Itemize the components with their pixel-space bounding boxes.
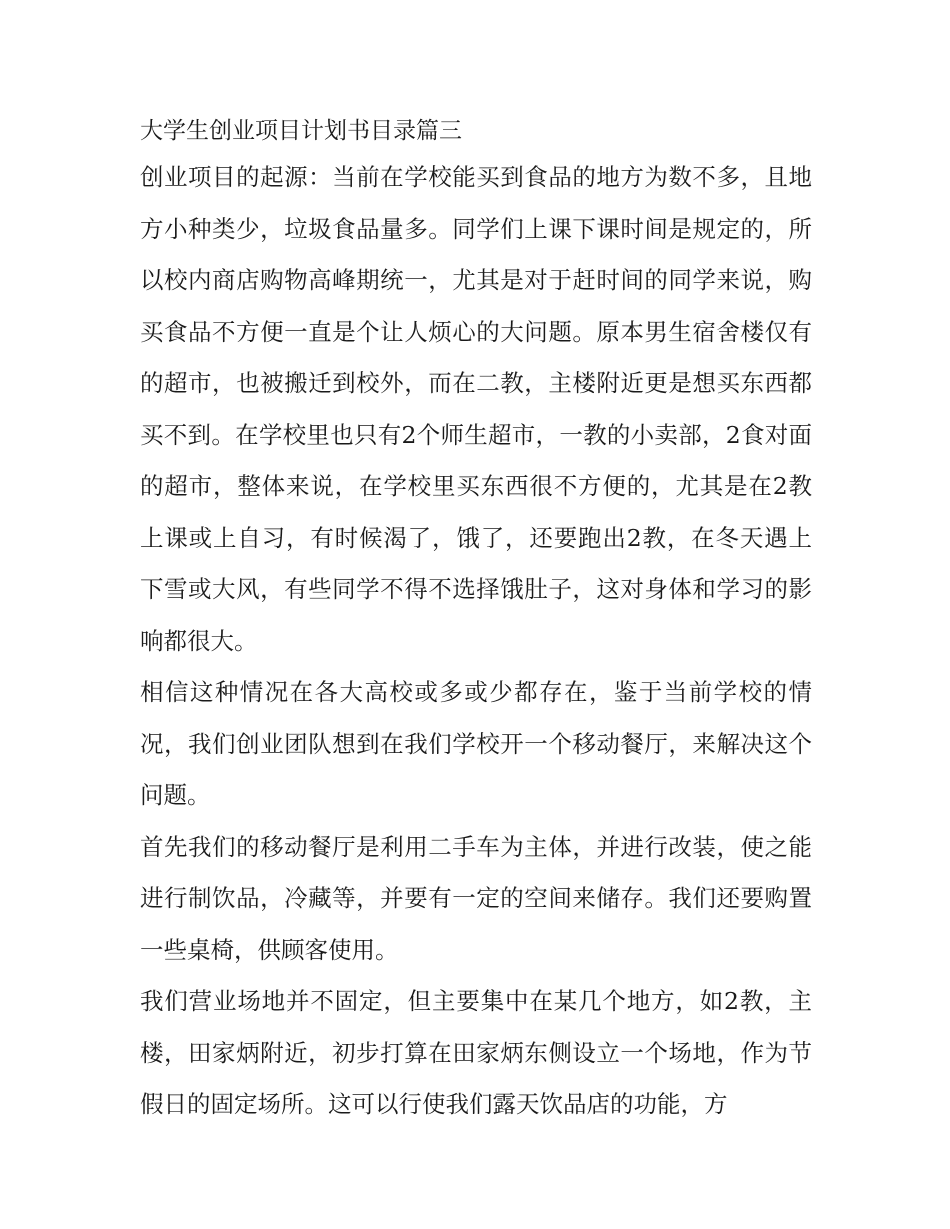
paragraph-location: 我们营业场地并不固定，但主要集中在某几个地方，如2教，主楼，田家炳附近，初步打算在田家炳东侧设立一个场地，作为节假日的固定场所。这可以行使我们露天饮品店的功能，方: [140, 987, 812, 1118]
document-body: [140, 110, 812, 1131]
paragraph-origin: 创业项目的起源：当前在学校能买到食品的地方为数不多，且地方小种类少，垃圾食品量多。同学们上课下课时间是规定的，所以校内商店购物高峰期统一，尤其是对于赶时间的同学来说，购买食品不方便一直是个让人烦心的大问题。原本男生宿舍楼仅有的超市，也被搬迁到校外，而在二教，主楼附近更是想买东西都买不到。在学校里也只有2个师生超市，一教的小卖部，2食对面的超市，整体来说，在学校里买东西很不方便的，尤其是在2教上课或上自习，有时候渴了，饿了，还要跑出2教，在冬天遇上下雪或大风，有些同学不得不选择饿肚子，这对身体和学习的影响都很大。: [140, 163, 812, 655]
paragraph-motivation: 相信这种情况在各大高校或多或少都存在，鉴于当前学校的情况，我们创业团队想到在我们学校开一个移动餐厅，来解决这个问题。: [140, 678, 812, 809]
document-title: 大学生创业项目计划书目录篇三: [140, 118, 462, 144]
paragraph-vehicle: 首先我们的移动餐厅是利用二手车为主体，并进行改装，使之能进行制饮品，冷藏等，并要有一定的空间来储存。我们还要购置一些桌椅，供顾客使用。: [140, 832, 812, 964]
